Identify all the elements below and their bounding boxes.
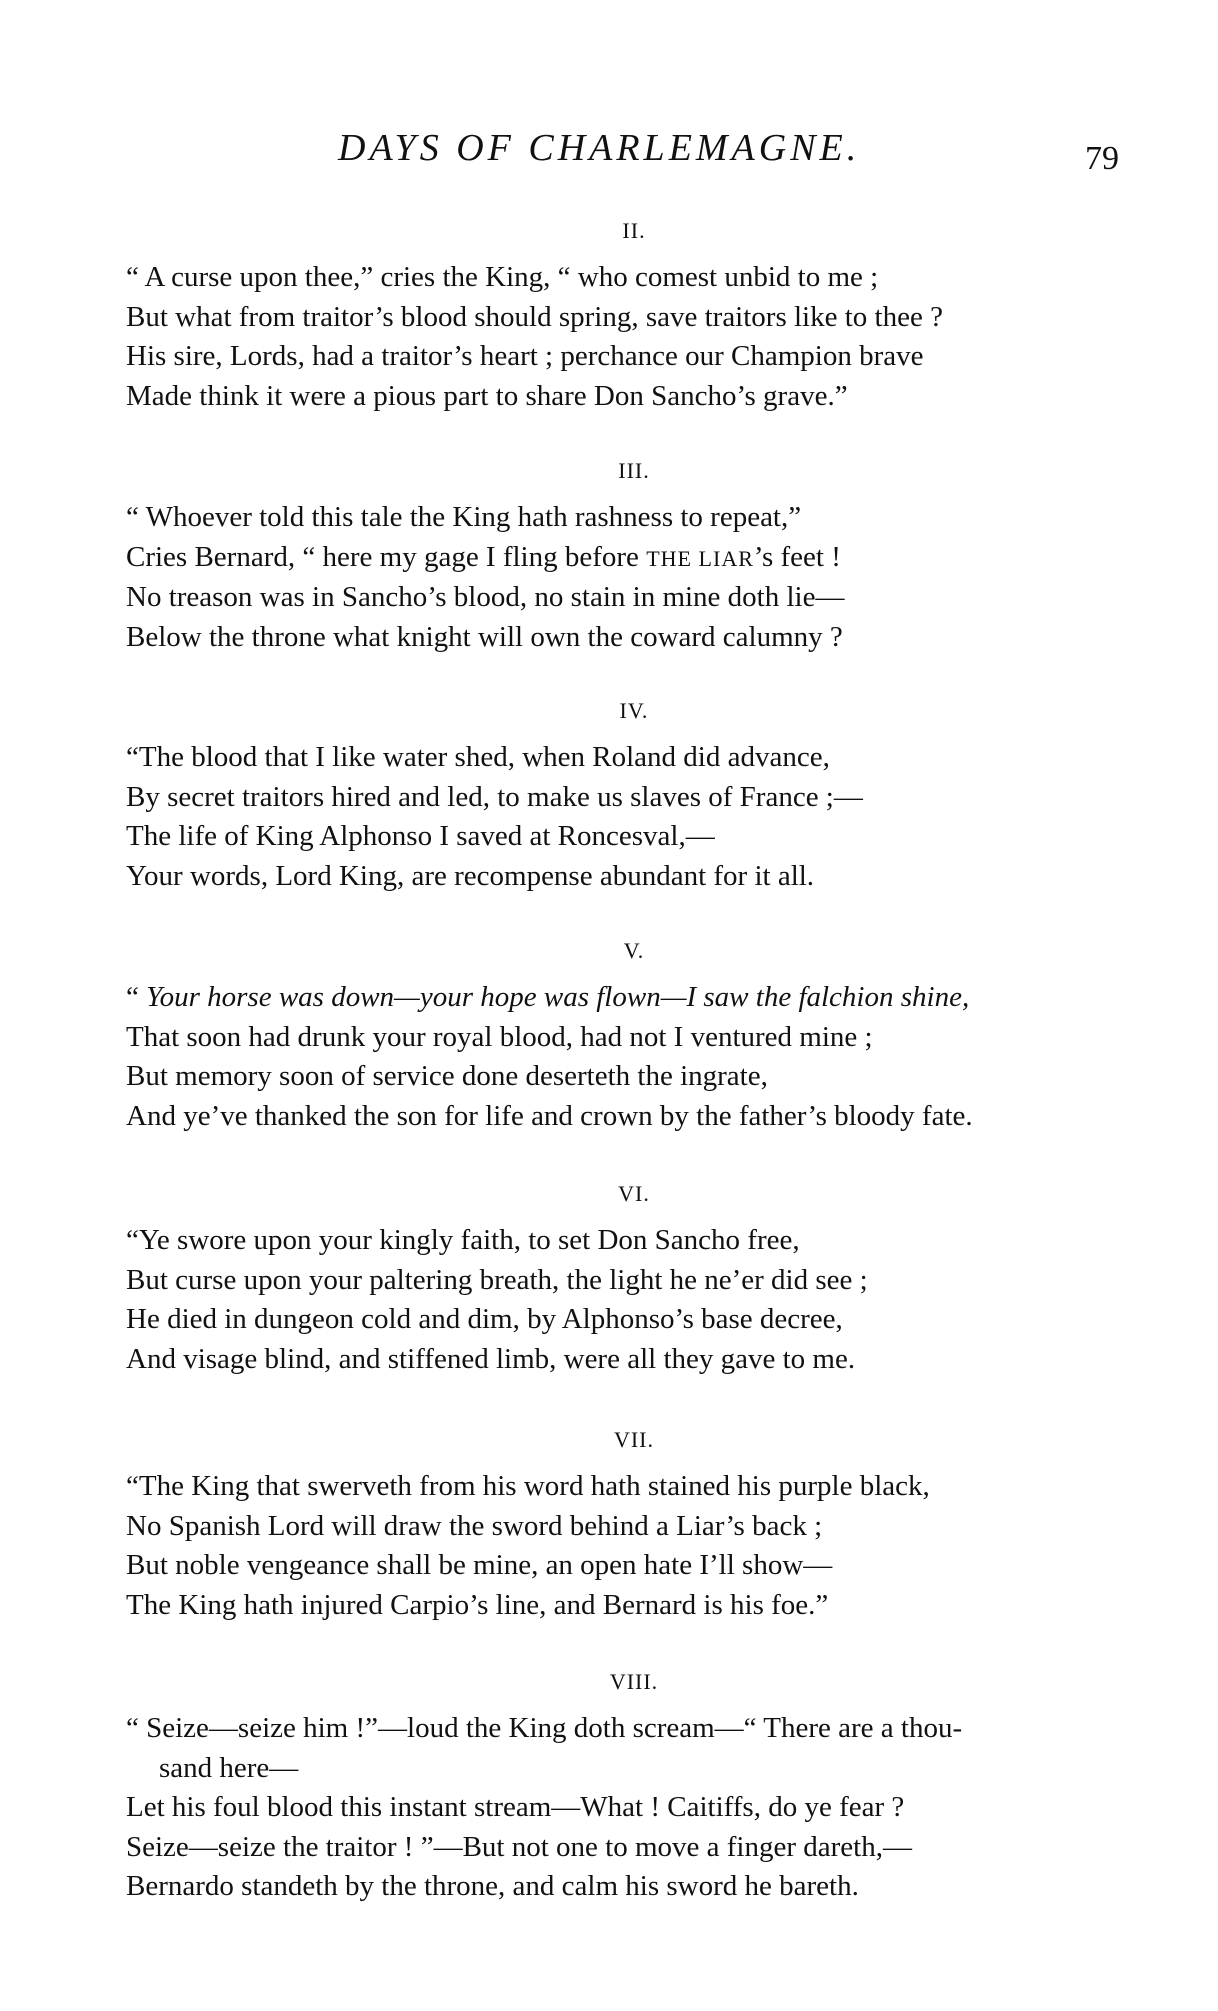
small-caps-text: THE LIAR [646, 545, 754, 571]
verse-text: “ [126, 981, 147, 1013]
verse-line: Your words, Lord King, are recompense abundant for it all. [126, 859, 815, 892]
verse-line: “The blood that I like water shed, when Roland did advance, [126, 741, 830, 773]
verse-line: “ Seize—seize him !”—loud the King doth scream—“ There are a thou- [126, 1712, 963, 1744]
verse-line [126, 538, 1136, 579]
verse-line: But curse upon your paltering breath, the light he ne’er did see ; [126, 1263, 868, 1296]
verse-line: No treason was in Sancho’s blood, no stain in mine doth lie— [126, 581, 845, 614]
verse-line: But memory soon of service done deserteth the ingrate, [126, 1060, 768, 1093]
verse-line-continuation: sand here— [159, 1751, 299, 1784]
verse-line: But what from traitor’s blood should spring, save traitors like to thee ? [126, 300, 943, 333]
stanza-numeral: II. [622, 218, 646, 243]
stanza-numeral: III. [618, 458, 650, 483]
page-number: 79 [1085, 140, 1119, 177]
verse-line: No Spanish Lord will draw the sword behind a Liar’s back ; [126, 1509, 823, 1542]
verse-line: Below the throne what knight will own the coward calumny ? [126, 620, 843, 653]
verse-line: By secret traitors hired and led, to make us slaves of France ;— [126, 780, 863, 813]
stanza-numeral: VIII. [609, 1669, 659, 1694]
stanza-v [126, 938, 1136, 1136]
verse-line: “The King that swerveth from his word hath stained his purple black, [126, 1470, 930, 1502]
verse-line: The King hath injured Carpio’s line, and Bernard is his foe.” [126, 1588, 829, 1621]
italic-text: Your horse was down—your hope was flown—I saw the falchion shine, [146, 981, 970, 1013]
verse-line: “ A curse upon thee,” cries the King, “ who comest unbid to me ; [126, 261, 879, 293]
verse-line: Let his foul blood this instant stream—What ! Caitiffs, do ye fear ? [126, 1791, 905, 1824]
verse-line: That soon had drunk your royal blood, had not I ventured mine ; [126, 1020, 873, 1053]
verse-text: ’s feet ! [753, 540, 841, 573]
stanza-numeral: IV. [619, 698, 649, 723]
stanza-numeral: VI. [618, 1181, 650, 1206]
verse-line: He died in dungeon cold and dim, by Alphonso’s base decree, [126, 1303, 843, 1336]
stanza-vii [126, 1427, 1136, 1625]
stanza-viii [126, 1669, 1136, 1907]
verse-line: “Ye swore upon your kingly faith, to set Don Sancho free, [126, 1224, 800, 1256]
running-head [0, 126, 1218, 176]
verse-line: And ye’ve thanked the son for life and crown by the father’s bloody fate. [126, 1099, 973, 1132]
stanza-iii [126, 458, 1136, 657]
stanza-iv [126, 698, 1136, 896]
verse-line: Seize—seize the traitor ! ”—But not one to move a finger dareth,— [126, 1830, 912, 1863]
verse-line: The life of King Alphonso I saved at Roncesval,— [126, 820, 715, 853]
stanza-numeral: V. [623, 938, 645, 963]
verse-line: Bernardo standeth by the throne, and calm his sword he bareth. [126, 1870, 859, 1903]
stanza-ii [126, 218, 1136, 416]
stanza-vi [126, 1181, 1136, 1379]
running-title: DAYS OF CHARLEMAGNE. [338, 127, 861, 169]
verse-line: His sire, Lords, had a traitor’s heart ; perchance our Champion brave [126, 340, 924, 373]
verse-line: “ Whoever told this tale the King hath rashness to repeat,” [126, 501, 802, 533]
verse-line [126, 978, 1136, 1018]
verse-line: But noble vengeance shall be mine, an open hate I’ll show— [126, 1549, 833, 1582]
verse-line: Made think it were a pious part to share Don Sancho’s grave.” [126, 379, 848, 412]
stanza-numeral: VII. [613, 1427, 655, 1452]
verse-line: And visage blind, and stiffened limb, were all they gave to me. [126, 1342, 856, 1375]
verse-text: Cries Bernard, “ here my gage I fling before [126, 540, 647, 573]
